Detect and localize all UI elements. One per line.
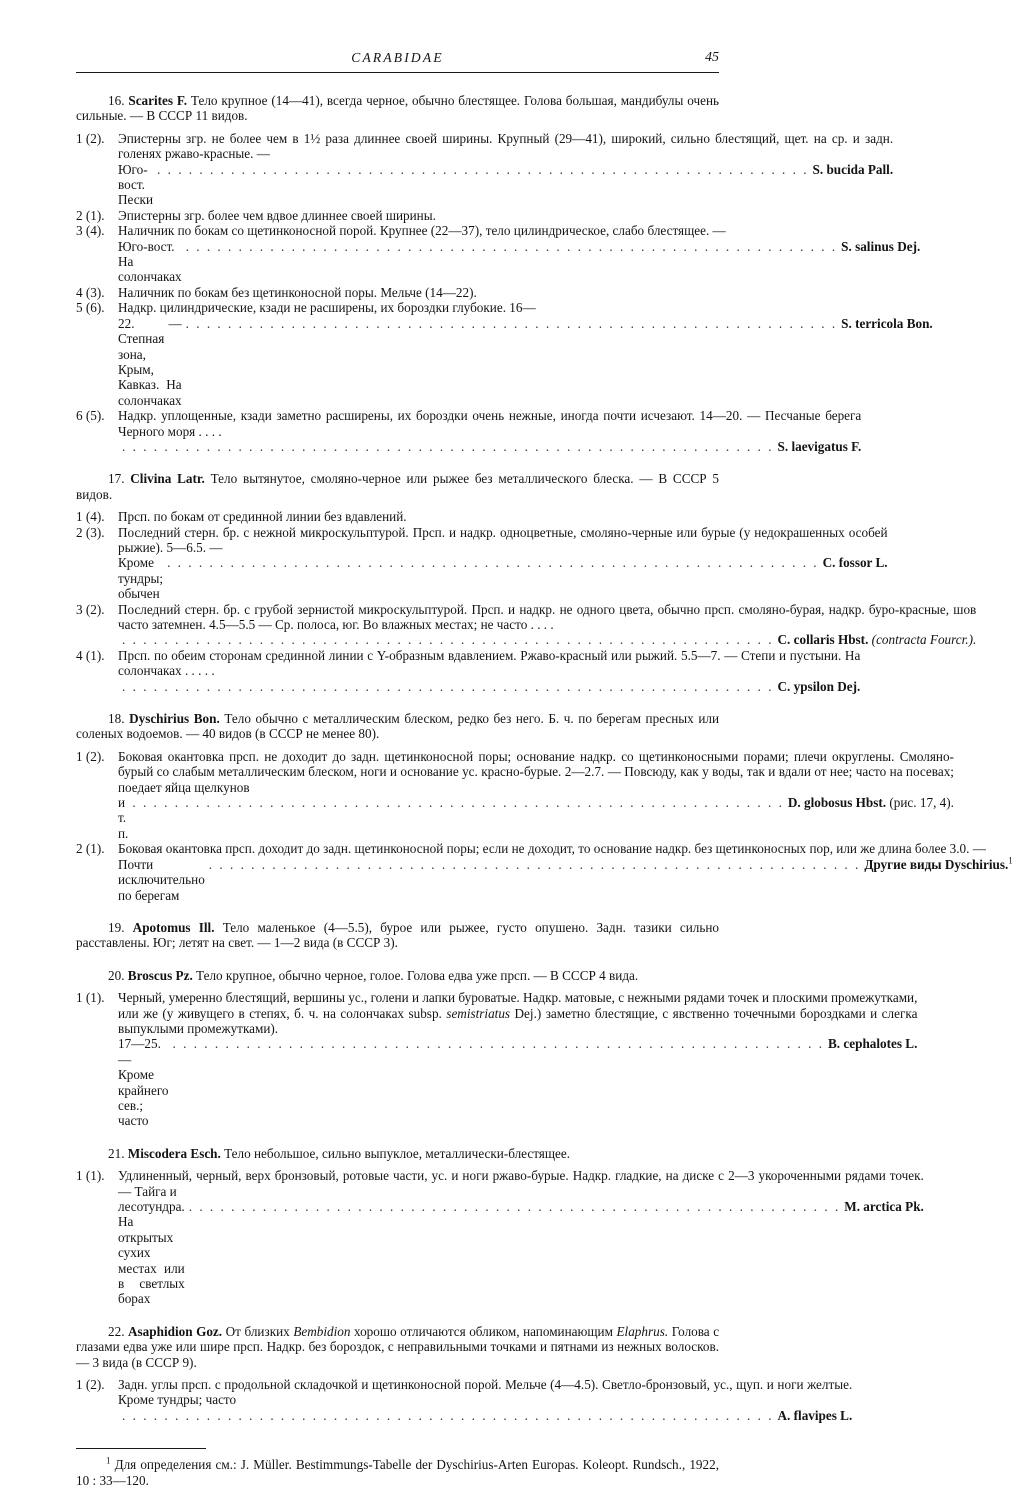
key-couplet	[76, 1168, 924, 1307]
couplet-number: 3 (2).	[76, 601, 105, 617]
species-line	[118, 632, 976, 647]
footnote-marker[interactable]: 1	[1008, 855, 1013, 866]
page-number: 45	[705, 50, 719, 65]
species-name: S. terricola Bon.	[841, 315, 933, 331]
footnote-text: Для определения см.: J. Müller. Bestimmungs-Tabelle der Dyschirius-Arten Europas. Koleopt. Rundsch., 1922, 10 : 33—120.	[76, 1457, 720, 1488]
genus-description: Тело обычно с металлическим блеском, редко без него. Б. ч. по берегам пресных или соленых водоемов. — 40 видов (в СССР не менее 80).	[76, 711, 720, 742]
couplet-text-end: Юго-вост. Пески	[118, 161, 154, 208]
couplet-text-end: Кроме тундры; обычен	[118, 555, 164, 602]
couplet-text-end: Юго-вост. На солончаках	[118, 238, 182, 285]
species-line	[118, 1408, 852, 1423]
couplet-number: 2 (1).	[76, 207, 105, 223]
couplet-number: 1 (2).	[76, 748, 105, 764]
couplet-number: 4 (1).	[76, 647, 105, 663]
key-couplet	[76, 647, 861, 694]
genus-number: 17.	[108, 471, 125, 487]
species-name: C. collaris Hbst.	[777, 632, 869, 648]
couplet-number: 3 (4).	[76, 223, 105, 239]
couplet-text: Последний стерн. бр. с нежной микроскульптурой. Прсп. и надкр. одноцветные, смоляно-черные или бурые (у недокрашенных особей рыжие). 5—6.5. —	[118, 524, 888, 555]
couplet-text: Последний стерн. бр. с грубой зернистой микроскульптурой. Прсп. и надкр. не одного цвета, обычно прсп. смоляно-бурая, надкр. буро-красные, шов часто затемнен. 4.5—5.5 — Ср. полоса, юг. Во влажных местах; не часто . . . .	[118, 601, 977, 632]
key-couplet	[76, 208, 719, 223]
couplet-text: Наличник по бокам без щетинконосной поры. Мельче (14—22).	[118, 284, 477, 300]
genus-description: Тело небольшое, сильно выпуклое, металлически-блестящее.	[224, 1145, 571, 1161]
couplet-number: 5 (6).	[76, 300, 105, 316]
couplet-text: Надкр. цилиндрические, кзади не расширены, их бороздки глубокие. 16—	[118, 300, 536, 316]
genus-heading	[76, 93, 719, 124]
couplet-number: 1 (4).	[76, 509, 105, 525]
species-name: B. cephalotes L.	[828, 1036, 918, 1052]
genus-description: хорошо отличаются обликом, напоминающим	[354, 1323, 613, 1339]
species-line	[118, 316, 933, 408]
running-header	[76, 50, 719, 72]
genus-name: Dyschirius Bon.	[129, 711, 220, 727]
genus-number: 19.	[108, 919, 125, 935]
genus-name: Clivina Latr.	[130, 471, 205, 487]
genus-name: Miscodera Esch.	[127, 1145, 221, 1161]
couplet-text: Dej.) заметно блестящие, с явственно точечными бороздками и слегка выпуклыми промежутками).	[118, 1005, 918, 1036]
species-name: C. fossor L.	[822, 555, 888, 571]
species-line	[118, 239, 920, 285]
couplet-text: Боковая окантовка прсп. не доходит до задн. щетинконосной поры; основание надкр. со щетинконосными порами; плечи округлены. Смоляно-бурый со слабым металлическим блеском, ноги и основание ус. красно-бурые. 2—2.7. — Повсюду, как у воды, так и вдали от нее; часто на посевах; поедает яйца щелкунов	[118, 748, 954, 795]
genus-name: Broscus Pz.	[127, 967, 193, 983]
genus-asaphidion	[76, 1323, 853, 1423]
couplet-text: Наличник по бокам со щетинконосной порой. Крупнее (22—37), тело цилиндрическое, слабо блестящее. —	[118, 223, 726, 239]
genus-description: От близких	[225, 1323, 290, 1339]
genus-heading	[76, 968, 719, 983]
key-couplet	[76, 223, 921, 285]
species-line	[118, 795, 954, 841]
key-couplet	[76, 408, 862, 454]
related-genus-name: Elaphrus.	[616, 1323, 669, 1339]
genus-heading	[76, 471, 719, 502]
couplet-text-end: лесотундра. На открытых сухих местах или в светлых борах	[118, 1199, 185, 1307]
species-line	[118, 162, 893, 208]
species-line	[118, 1199, 924, 1307]
couplet-text-end: 22. — Степная зона, Крым, Кавказ. На солончаках	[118, 315, 182, 408]
genus-clivina	[76, 471, 977, 694]
genus-description: Тело вытянутое, смоляно-черное или рыжее без металлического блеска. — В СССР 5 видов.	[76, 471, 720, 502]
species-line	[118, 679, 860, 694]
genus-scarites	[76, 93, 933, 454]
couplet-text-end: Почти исключительно по берегам	[118, 856, 205, 903]
key-couplet	[76, 841, 1013, 903]
key-couplet	[76, 285, 719, 300]
species-line	[118, 1036, 917, 1128]
couplet-number: 1 (1).	[76, 1168, 105, 1184]
running-title: CARABIDAE	[351, 50, 444, 65]
couplet-number: 2 (1).	[76, 841, 105, 857]
couplet-number: 4 (3).	[76, 284, 105, 300]
couplet-number: 2 (3).	[76, 524, 105, 540]
genus-description: Тело маленькое (4—5.5), бурое или рыжее, густо опушено. Задн. тазики сильно расставлены. Юг; летят на свет. — 1—2 вида (в СССР 3).	[76, 919, 720, 951]
couplet-text: Задн. углы прсп. с продольной складочкой и щетинконосной порой. Мельче (4—4.5). Светло-бронзовый, ус., щуп. и ноги желтые. Кроме тундры; часто	[118, 1377, 853, 1408]
genus-name: Apotomus Ill.	[132, 919, 215, 935]
genus-number: 18.	[108, 711, 125, 727]
couplet-text: Эпистерны згр. не более чем в 1½ раза длиннее своей ширины. Крупный (29—41), широкий, сильно блестящий, щет. на ср. и задн. голенях ржаво-красные. —	[118, 130, 894, 162]
couplet-number: 1 (2).	[76, 1377, 105, 1393]
genus-description: Голова с глазами едва уже или шире прсп. Надкр. без бороздок, с неправильными точками и пятнами из нежных волосков. — 3 вида (в СССР 9).	[76, 1323, 720, 1370]
couplet-number: 1 (1).	[76, 990, 105, 1006]
couplet-text: Удлиненный, черный, верх бронзовый, ротовые части, ус. и ноги ржаво-бурые. Надкр. гладкие, на диске с 2—3 укороченными рядами точек. — Тайга и	[118, 1168, 924, 1199]
couplet-text: Надкр. уплощенные, кзади заметно расширены, их бороздки очень нежные, иногда почти исчезают. 14—20. — Песчаные берега Черного моря . . . .	[118, 408, 862, 439]
couplet-text: Черный, умеренно блестящий, вершины ус., голени и лапки буроватые. Надкр. матовые, с нежными рядами точек и плоскими промежутками, или же (у живущего в степях, б. ч. на солончаках subsp.	[118, 990, 918, 1021]
genus-heading	[76, 920, 719, 951]
species-name: S. bucida Pall.	[812, 161, 894, 177]
couplet-text-end: и т. п.	[118, 795, 129, 841]
species-name: S. salinus Dej.	[841, 238, 921, 254]
species-name: M. arctica Pk.	[844, 1199, 924, 1214]
genus-apotomus	[76, 920, 719, 951]
couplet-text-end: 17—25. — Кроме крайнего сев.; часто	[118, 1036, 169, 1129]
couplet-text: Прсп. по бокам от срединной линии без вдавлений.	[118, 509, 407, 525]
genus-number: 20.	[108, 967, 125, 983]
species-name: Другие виды Dyschirius.	[864, 856, 1009, 872]
key-couplet	[76, 509, 719, 524]
genus-broscus	[76, 967, 918, 1129]
genus-name: Scarites F.	[128, 93, 188, 108]
key-couplet	[76, 1377, 853, 1423]
species-name: S. laevigatus F.	[777, 438, 862, 454]
genus-heading	[76, 1146, 719, 1161]
genus-dyschirius	[76, 711, 1013, 903]
couplet-number: 1 (2).	[76, 130, 105, 146]
genus-name: Asaphidion Goz.	[128, 1323, 223, 1339]
couplet-text: Прсп. по обеим сторонам срединной линии с Y-образным вдавлением. Ржаво-красный или рыжий. 5.5—7. — Степи и пустыни. На солончаках . . . . .	[118, 647, 861, 679]
key-couplet	[76, 300, 933, 408]
key-couplet	[76, 130, 894, 208]
species-line	[118, 555, 888, 601]
subspecies-name: semistriatus	[446, 1005, 511, 1021]
genus-miscodera	[76, 1145, 924, 1307]
genus-description: Тело крупное (14—41), всегда черное, обычно блестящее. Голова большая, мандибулы очень сильные. — В СССР 11 видов.	[76, 93, 720, 124]
couplet-text: Эпистерны згр. более чем вдвое длиннее своей ширины.	[118, 207, 436, 223]
species-line	[118, 439, 861, 454]
couplet-text: Боковая окантовка прсп. доходит до задн. щетинконосной поры; если не доходит, то основание надкр. без щетинконосных пор, или же длина более 3.0. —	[118, 841, 986, 857]
footnote-rule	[76, 1448, 206, 1449]
key-couplet	[76, 524, 888, 602]
species-name: A. flavipes L.	[777, 1407, 853, 1423]
genus-number: 22.	[108, 1323, 125, 1339]
species-name: D. globosus Hbst.	[787, 795, 887, 811]
key-couplet	[76, 601, 977, 648]
genus-heading	[76, 711, 719, 742]
key-couplet	[76, 748, 954, 841]
genus-number: 16.	[108, 93, 125, 108]
species-line	[118, 857, 1013, 903]
footnote	[76, 1457, 719, 1488]
figure-reference: (рис. 17, 4).	[889, 795, 954, 811]
related-genus-name: Bembidion	[293, 1323, 351, 1339]
footnote-mark: 1	[106, 1455, 111, 1466]
header-rule	[76, 72, 719, 73]
species-name: C. ypsilon Dej.	[777, 678, 861, 694]
key-couplet	[76, 990, 918, 1129]
species-synonym: (contracta Fourcr.).	[871, 632, 977, 648]
genus-heading	[76, 1324, 719, 1370]
couplet-number: 6 (5).	[76, 408, 105, 424]
genus-number: 21.	[108, 1145, 125, 1161]
genus-description: Тело крупное, обычно черное, голое. Голова едва уже прсп. — В СССР 4 вида.	[196, 967, 639, 983]
